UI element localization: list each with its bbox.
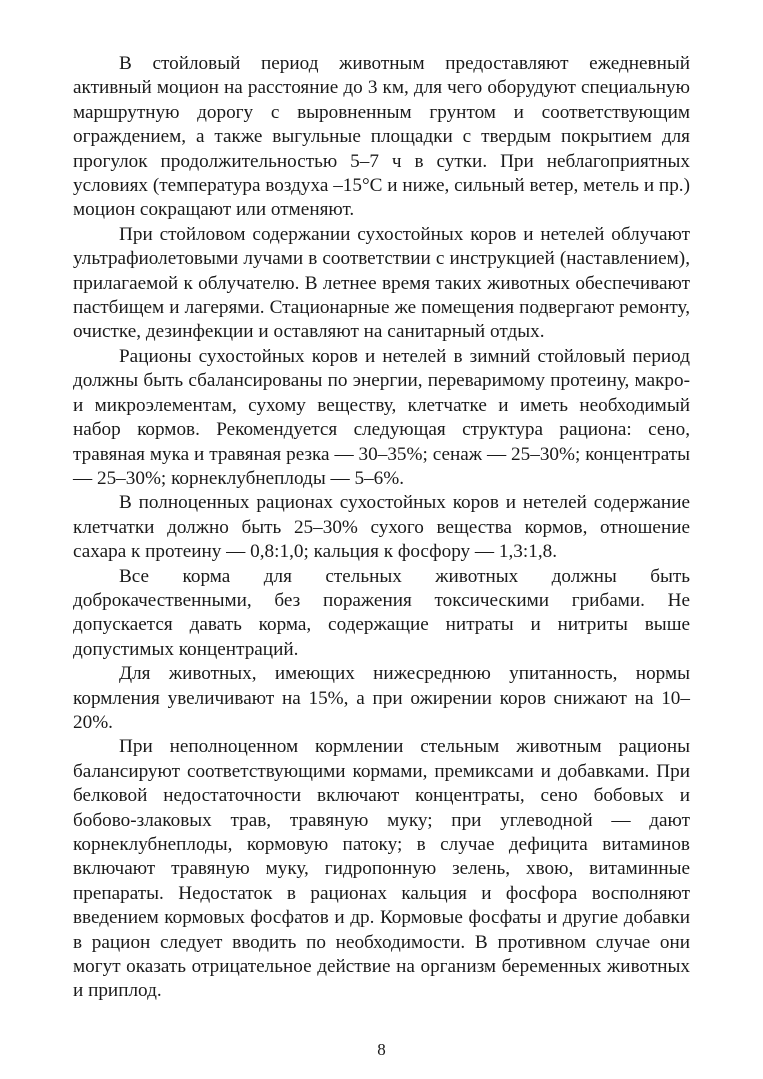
paragraph-ration-structure: Рационы сухостойных коров и нетелей в зимний стойловый период должны быть сбалансированы по энергии, переваримому протеину, макро- и микроэлементам, сухому веществу, клетчатке и иметь необходимый набор кормов. Рекомендуется следующая структура рациона: сено, травяная мука и травяная резка — 30–35%; сенаж — 25–30%; концентраты — 25–30%; корнеклубнеплоды — 5–6%. — [73, 345, 690, 489]
paragraph-uv-irradiation: При стойловом содержании сухостойных коров и нетелей облучают ультрафиолетовыми лучами в соответствии с инструкцией (наставлением), прилагаемой к облучателю. В летнее время таких животных обеспечивают пастбищем и лагерями. Стационарные же помещения подвергают ремонту, очистке, дезинфекции и оставляют на санитарный отдых. — [73, 223, 690, 343]
paragraph-feed-quality: Все корма для стельных животных должны быть доброкачественными, без поражения токсическими грибами. Не допускается давать корма, содержащие нитраты и нитриты выше допустимых концентраций. — [73, 565, 690, 660]
paragraph-exercise: В стойловый период животным предоставляют ежедневный активный моцион на расстояние до 3 км, для чего оборудуют специальную маршрутную дорогу с выровненным грунтом и соответствующим ограждением, а также выгульные площадки с твердым покрытием для прогулок продолжительностью 5–7 ч в сутки. При неблагоприятных условиях (температура воздуха –15°С и ниже, сильный ветер, метель и пр.) моцион сокращают или отменяют. — [73, 53, 690, 221]
page-number: 8 — [377, 1040, 386, 1059]
page-body — [73, 52, 690, 1004]
paragraph-ration-balancing: При неполноценном кормлении стельным животным рационы балансируют соответствующими кормами, премиксами и добавками. При белковой недостаточности включают концентраты, сено бобовых и бобово-злаковых трав, травяную муку; при углеводной — дают корнеклубнеплоды, кормовую патоку; в случае дефицита витаминов включают травяную муку, гидропонную зелень, хвою, витаминные препараты. Недостаток в рационах кальция и фосфора восполняют введением кормовых фосфатов и др. Кормовые фосфаты и другие добавки в рацион следует вводить по необходимости. В противном случае они могут оказать отрицательное действие на организм беременных животных и приплод. — [73, 736, 690, 1002]
paragraph-fiber-content: В полноценных рационах сухостойных коров и нетелей содержание клетчатки должно быть 25–30% сухого вещества кормов, отношение сахара к протеину — 0,8:1,0; кальция к фосфору — 1,3:1,8. — [73, 492, 690, 563]
paragraph-feeding-norms: Для животных, имеющих нижесреднюю упитанность, нормы кормления увеличивают на 15%, а при ожирении коров снижают на 10–20%. — [73, 663, 690, 733]
